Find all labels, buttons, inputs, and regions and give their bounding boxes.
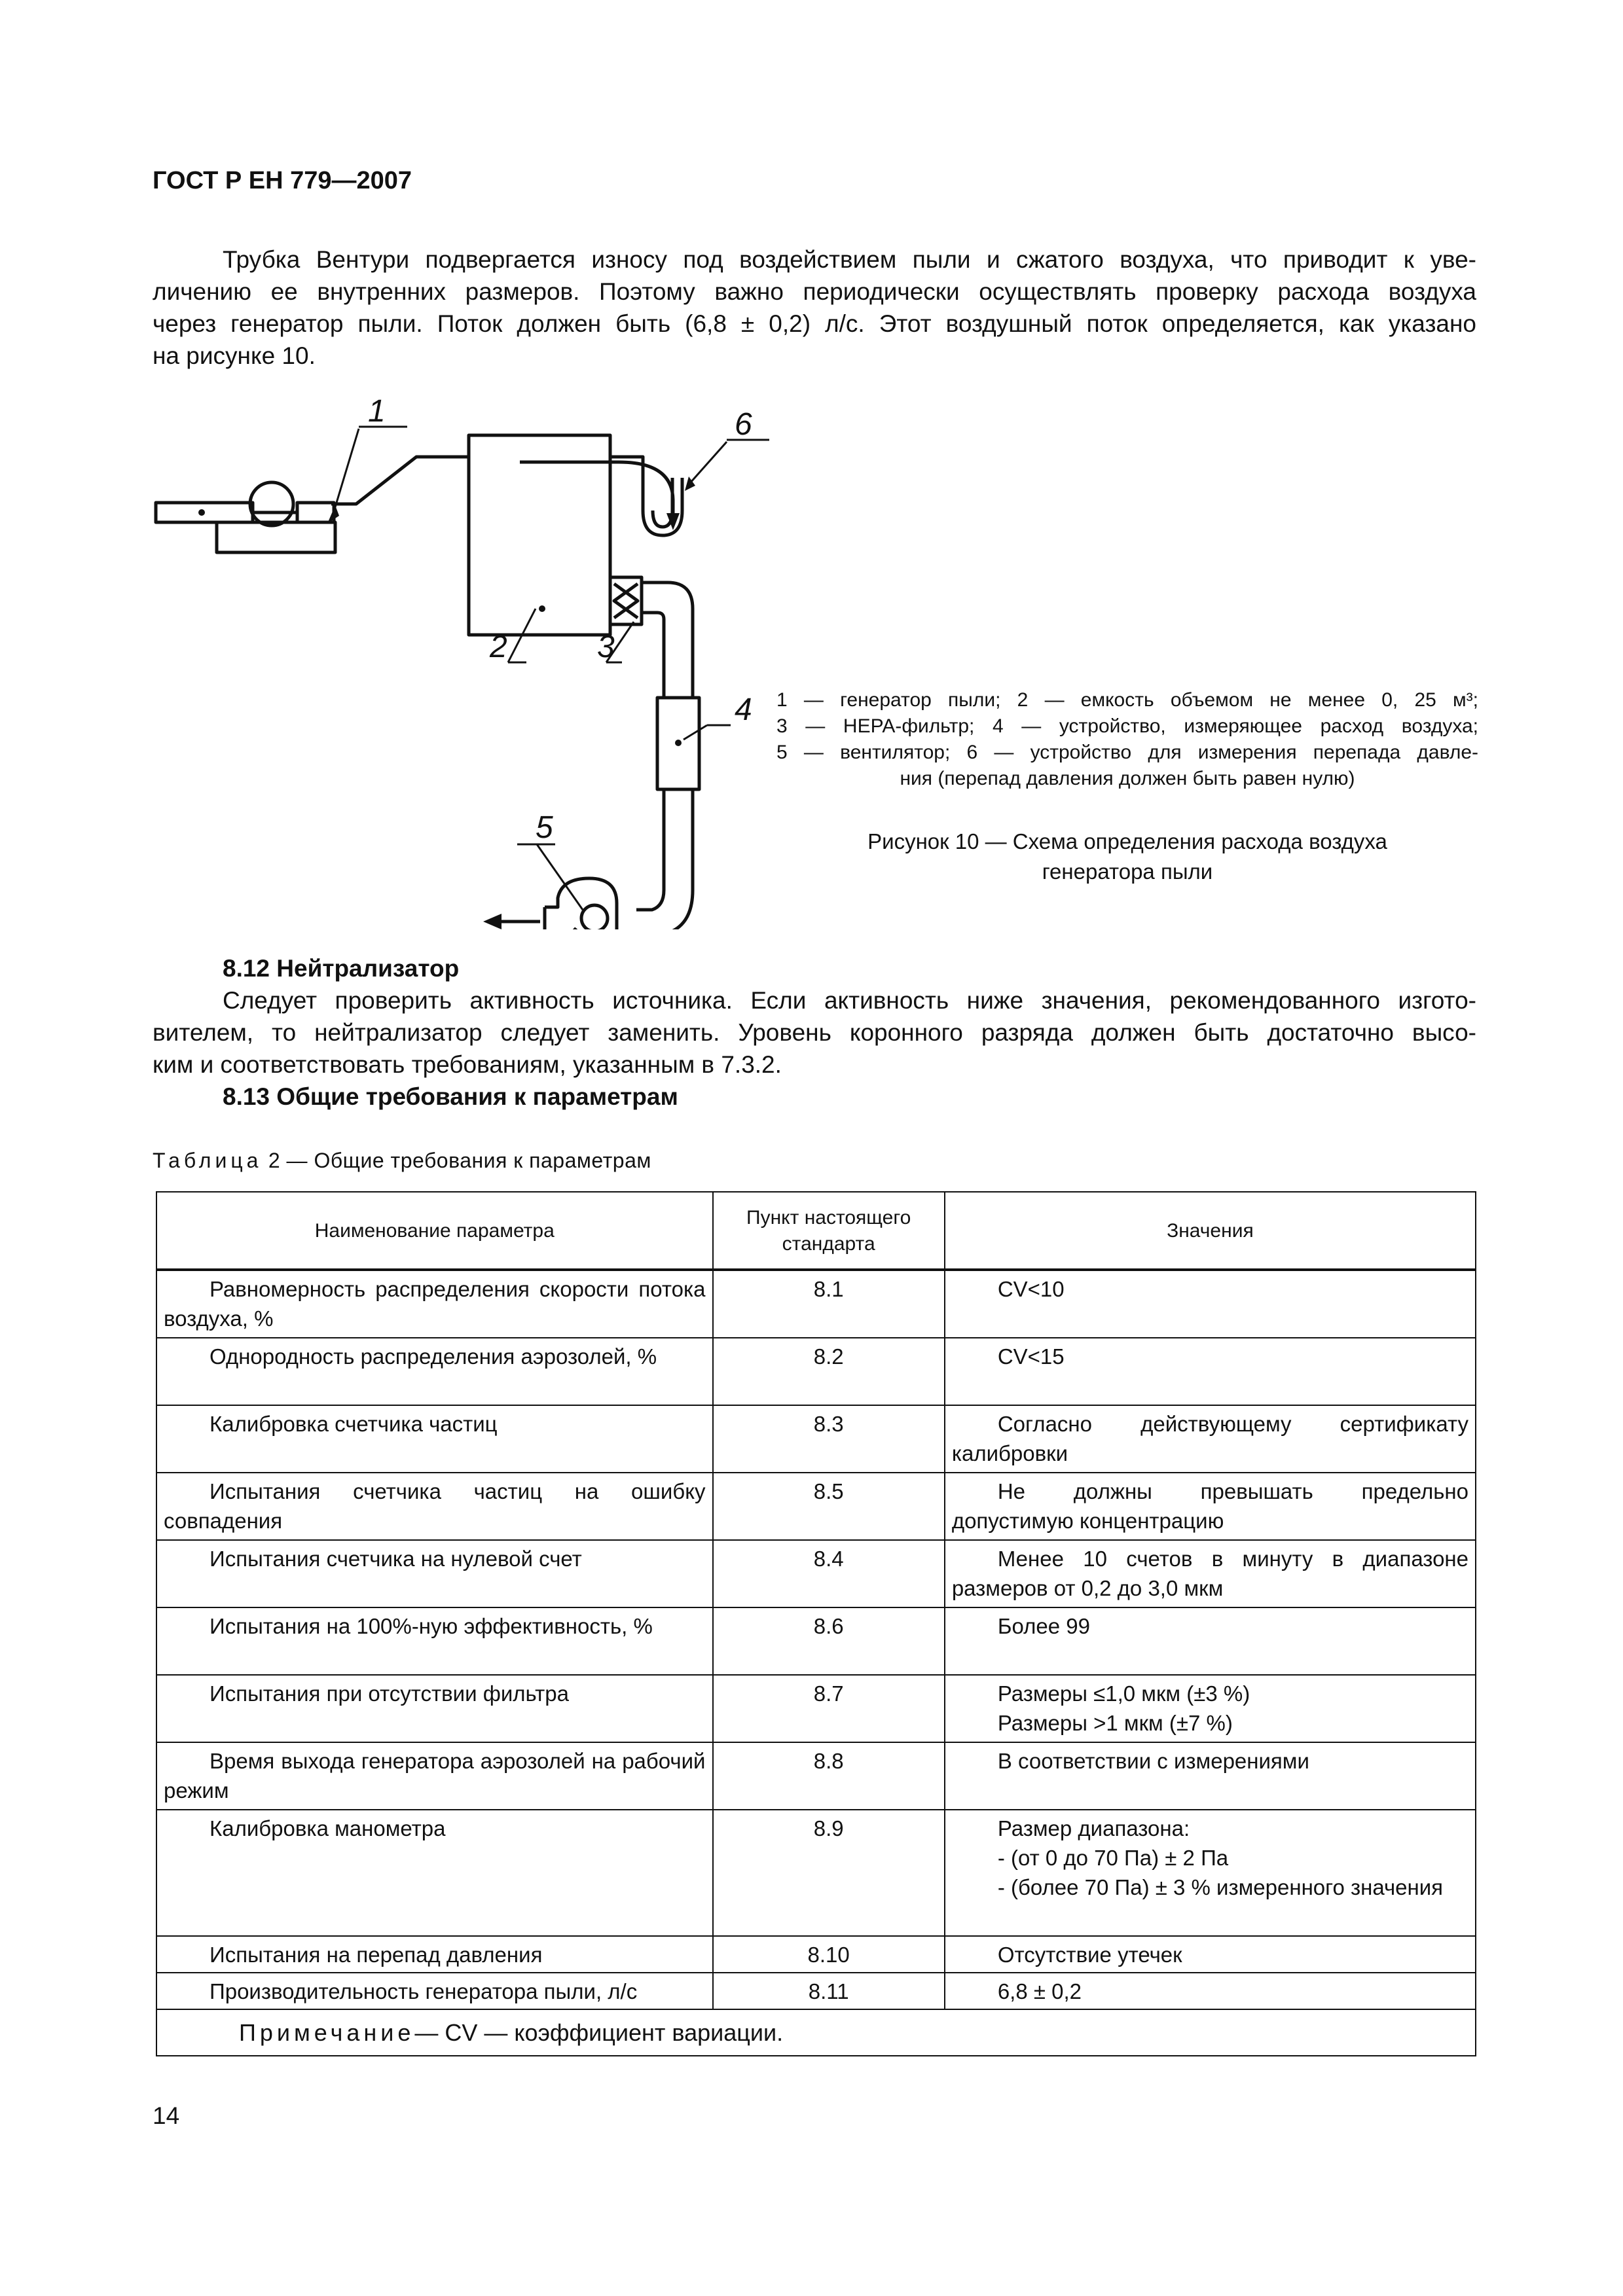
table-title (153, 1149, 651, 1173)
param-value: CV<10 (997, 1277, 1065, 1301)
param-name: Равномерность распределения скорости потока воздуха, % (164, 1277, 706, 1331)
intro-line: Трубка Вентури подвергается износу под воздействием пыли и сжатого воздуха, что приводит к уве- (223, 246, 1476, 273)
table-row (156, 1810, 1476, 1936)
header-clause: Пункт настоящего стандарта (713, 1192, 945, 1270)
section-line: ким и соответствовать требованиям, указанным в 7.3.2. (153, 1051, 782, 1078)
param-value: В соответствии с измерениями (997, 1749, 1309, 1773)
figure-label-3: 3 (597, 630, 615, 664)
figure-label-5: 5 (536, 810, 553, 845)
param-name: Испытания счетчика частиц на ошибку совпадения (164, 1479, 706, 1533)
figure-label-6: 6 (735, 407, 752, 442)
note-prefix: Примечание (239, 2019, 415, 2046)
param-name: Испытания счетчика на нулевой счет (210, 1547, 582, 1571)
table-note (156, 2009, 1476, 2056)
param-clause: 8.2 (713, 1338, 945, 1405)
table-row (156, 1270, 1476, 1338)
container-shape (469, 435, 610, 635)
figure-caption (776, 827, 1478, 887)
param-clause: 8.11 (713, 1973, 945, 2009)
param-value: Более 99 (997, 1614, 1090, 1638)
param-name: Однородность распределения аэрозолей, % (210, 1344, 657, 1369)
intro-line: личению ее внутренних размеров. Поэтому важно периодически осуществлять проверку расхода воздуха (153, 278, 1476, 305)
param-value: - (от 0 до 70 Па) ± 2 Па (997, 1846, 1229, 1870)
param-clause: 8.5 (713, 1473, 945, 1540)
param-value: Размеры ≤1,0 мкм (±3 %) (997, 1681, 1250, 1706)
table-row (156, 1338, 1476, 1405)
caption-line: генератора пыли (1042, 859, 1213, 884)
caption-line: Рисунок 10 — Схема определения расхода воздуха (867, 829, 1387, 853)
param-clause: 8.4 (713, 1540, 945, 1607)
note-text: — CV — коэффициент вариации. (414, 2019, 784, 2046)
param-name: Калибровка манометра (210, 1816, 446, 1840)
table-row (156, 1973, 1476, 2009)
param-value: - (более 70 Па) ± 3 % измеренного значения (997, 1875, 1444, 1899)
param-value: Размеры >1 мкм (±7 %) (997, 1711, 1233, 1735)
airflow-diagram (131, 393, 851, 929)
intro-line: через генератор пыли. Поток должен быть (6,8 ± 0,2) л/с. Этот воздушный поток определяется, как указано (153, 310, 1476, 337)
section-8-12 (153, 952, 1476, 1113)
param-value: Отсутствие утечек (997, 1943, 1182, 1967)
param-name: Калибровка счетчика частиц (210, 1412, 498, 1436)
param-value: 6,8 ± 0,2 (997, 1979, 1082, 2003)
legend-line: ния (перепад давления должен быть равен нулю) (900, 768, 1355, 789)
figure-legend (776, 687, 1478, 792)
table-title-prefix: Таблица (153, 1149, 263, 1172)
param-name: Время выхода генератора аэрозолей на рабочий режим (164, 1749, 706, 1803)
figure-label-1: 1 (368, 394, 386, 429)
figure-label-2: 2 (490, 630, 507, 664)
page-number: 14 (153, 2102, 180, 2129)
param-name: Испытания при отсутствии фильтра (210, 1681, 569, 1706)
intro-line: на рисунке 10. (153, 342, 316, 369)
param-value: Менее 10 счетов в минуту в диапазоне размеров от 0,2 до 3,0 мкм (951, 1547, 1468, 1600)
table-row (156, 1675, 1476, 1742)
table-row (156, 1742, 1476, 1810)
parameters-table (156, 1191, 1476, 2056)
document-header: ГОСТ Р ЕН 779—2007 (153, 167, 412, 194)
section-line: вителем, то нейтрализатор следует заменить. Уровень коронного разряда должен быть достаточно высо- (153, 1019, 1476, 1046)
table-row (156, 1540, 1476, 1607)
param-value: Размер диапазона: (997, 1816, 1190, 1840)
section-line: Следует проверить активность источника. Если активность ниже значения, рекомендованного изгото- (223, 987, 1476, 1014)
param-value: Не должны превышать предельно допустимую концентрацию (951, 1479, 1468, 1533)
legend-line: 5 — вентилятор; 6 — устройство для измерения перепада давле- (776, 742, 1478, 763)
param-value: Согласно действующему сертификату калибровки (951, 1412, 1468, 1465)
section-title: 8.13 Общие требования к параметрам (223, 1083, 678, 1110)
param-name: Производительность генератора пыли, л/с (210, 1979, 638, 2003)
fan-shape (545, 878, 636, 929)
table-row (156, 1473, 1476, 1540)
legend-line: 3 — HEPA-фильтр; 4 — устройство, измеряющее расход воздуха; (776, 715, 1478, 737)
param-clause: 8.6 (713, 1607, 945, 1675)
dust-generator-shape (156, 482, 335, 552)
table-note-row (156, 2009, 1476, 2056)
table-row (156, 1607, 1476, 1675)
param-value: CV<15 (997, 1344, 1065, 1369)
figure-label-4: 4 (735, 692, 752, 727)
legend-line: 1 — генератор пыли; 2 — емкость объемом не менее 0, 25 м³; (776, 689, 1478, 711)
param-name: Испытания на перепад давления (210, 1943, 543, 1967)
header-values: Значения (945, 1192, 1476, 1270)
param-clause: 8.9 (713, 1810, 945, 1936)
param-clause: 8.7 (713, 1675, 945, 1742)
param-clause: 8.8 (713, 1742, 945, 1810)
param-name: Испытания на 100%-ную эффективность, % (210, 1614, 653, 1638)
table-header-row (156, 1192, 1476, 1270)
param-clause: 8.1 (713, 1270, 945, 1338)
table-row (156, 1936, 1476, 1973)
table-row (156, 1405, 1476, 1473)
header-name: Наименование параметра (156, 1192, 713, 1270)
table-title-rest: 2 — Общие требования к параметрам (262, 1149, 651, 1172)
param-clause: 8.3 (713, 1405, 945, 1473)
section-title: 8.12 Нейтрализатор (223, 955, 460, 982)
intro-paragraph (153, 243, 1476, 372)
param-clause: 8.10 (713, 1936, 945, 1973)
